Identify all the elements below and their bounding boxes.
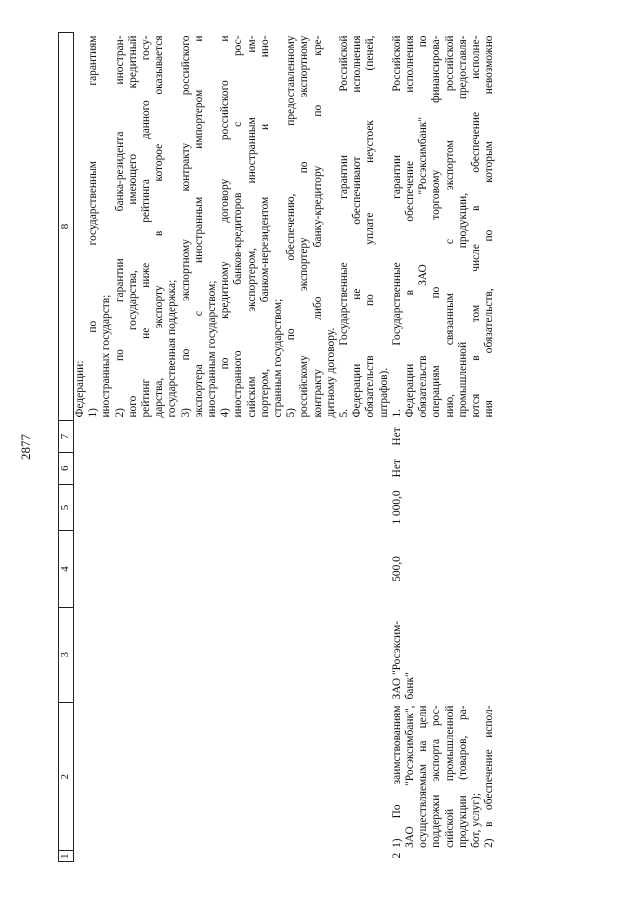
- purpose-line: продукции (товаров, ра-: [456, 705, 469, 848]
- column-number-row: [59, 33, 74, 862]
- conditions-line: Федерации:: [74, 360, 86, 418]
- conditions-line: странным государством;: [272, 298, 285, 418]
- conditions-line: рейтинг не ниже рейтинга данного госу-: [140, 35, 153, 418]
- conditions-line: Федерации в обеспечение исполнения: [404, 35, 417, 418]
- conditions-line: российскому экспортеру по экспортному: [298, 35, 311, 418]
- conditions-line: обязательств по уплате неустоек (пеней,: [364, 35, 377, 418]
- purpose-line: 1) По заимствованиям: [390, 705, 403, 848]
- conditions-line: иностранным государством;: [206, 280, 219, 418]
- purpose-line: бот, услуг);: [470, 792, 483, 848]
- amount-value-2: 1 000,0: [390, 490, 403, 525]
- conditions-line: экспортера с иностранным импортером и: [192, 35, 205, 418]
- column-number-3: 3: [59, 607, 74, 702]
- purpose-line: поддержки экспорта рос-: [430, 705, 443, 848]
- conditions-line: дитному договору.: [324, 327, 337, 418]
- conditions-line: 4) по кредитному договору российского и: [219, 35, 232, 418]
- purpose-line: ЗАО "Росэксимбанк",: [404, 705, 417, 848]
- column-number-6: 6: [59, 452, 74, 484]
- column-number-4: 4: [59, 531, 74, 607]
- principal-name: [391, 607, 497, 702]
- conditions-line: штрафов).: [377, 367, 390, 418]
- principal-line: ЗАО "Росэксим-: [390, 620, 403, 700]
- conditions-line: обязательств ЗАО "Росэксимбанк" по: [417, 35, 430, 418]
- conditions-line: нию, связанным с экспортом российской: [443, 35, 456, 418]
- conditions-line: сийским экспортером, иностранным им-: [245, 35, 258, 418]
- conditions-line: 5. Государственные гарантии Российской: [338, 35, 351, 418]
- column-number-7: 7: [59, 421, 74, 453]
- guarantees-table: [58, 32, 497, 862]
- conditions-line: операциям по торговому финансирова-: [430, 35, 443, 418]
- conditions-line: дарства, экспорту в которое оказывается: [153, 35, 166, 418]
- conditions-line: портером, банком-нерезидентом и ино-: [258, 35, 271, 418]
- column-number-2: 2: [59, 703, 74, 851]
- conditions-line: контракту либо банку-кредитору по кре-: [311, 35, 324, 418]
- page-number: 2877: [18, 434, 33, 460]
- conditions-line: 1. Государственные гарантии Российской: [390, 35, 403, 418]
- row-2-conditions: [391, 33, 497, 421]
- conditions-line: государственная поддержка;: [166, 279, 179, 418]
- purpose-line: 2) в обеспечение испол-: [483, 705, 496, 848]
- borrowing-purpose: [391, 703, 497, 851]
- row-top-conditions: [74, 33, 391, 421]
- conditions-line: иностранного банков-кредиторов с рос-: [232, 35, 245, 418]
- conditions-line: 1) по государственным гарантиям: [87, 35, 100, 418]
- purpose-line: сийской промышленной: [443, 705, 456, 848]
- column-number-1: 1: [59, 851, 74, 862]
- rotated-document: [58, 32, 611, 862]
- purpose-line: осуществляемым на цели: [417, 705, 430, 848]
- table-row-2: [391, 33, 497, 862]
- column-number-5: 5: [59, 484, 74, 531]
- conditions-line: промышленной продукции, предоставля-: [456, 35, 469, 418]
- conditions-line: 2) по гарантии банка-резидента иностран-: [113, 35, 126, 418]
- column-number-8: 8: [59, 33, 74, 421]
- regress-flag: Нет: [390, 459, 403, 478]
- collateral-flag: Нет: [390, 427, 403, 446]
- conditions-line: ются в том числе в обеспечение исполне-: [470, 35, 483, 418]
- row-number: 2: [390, 852, 403, 859]
- conditions-line: 3) по экспортному контракту российского: [179, 35, 192, 418]
- conditions-line: ния обязательств, по которым невозможно: [483, 35, 496, 418]
- conditions-line: ного государства, имеющего кредитный: [126, 35, 139, 418]
- conditions-line: 5) по обеспечению, предоставленному: [285, 35, 298, 418]
- principal-line: банк": [404, 672, 417, 700]
- conditions-line: иностранных государств;: [100, 294, 113, 418]
- amount-value-1: 500,0: [390, 556, 403, 582]
- table-row-continuation: [74, 33, 391, 862]
- conditions-line: Федерации не обеспечивают исполнения: [351, 35, 364, 418]
